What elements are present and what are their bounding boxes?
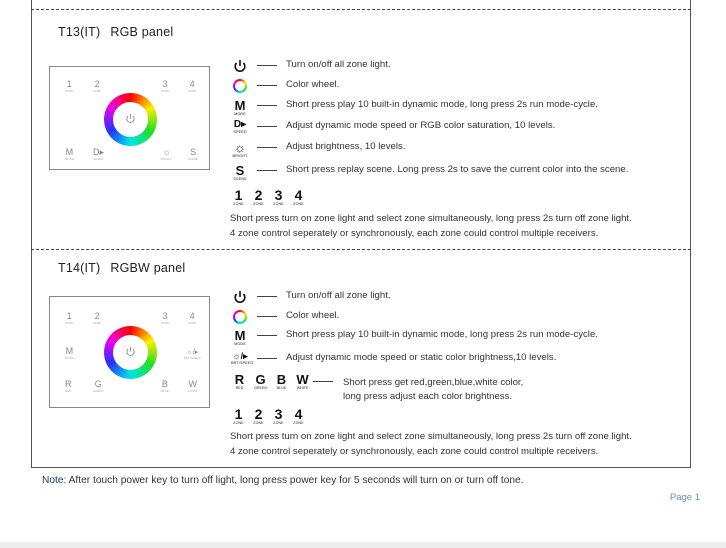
function-desc: Color wheel. (286, 79, 340, 90)
panel-name: RGBW panel (110, 261, 186, 275)
function-desc: Turn on/off all zone light. (286, 290, 391, 301)
speed-icon: D▸ SPEED (233, 119, 247, 134)
function-row (231, 141, 671, 161)
mode-icon: M MODE (234, 328, 246, 346)
color-wheel-icon (104, 93, 157, 146)
section-divider (31, 9, 691, 10)
rgbw-keys (230, 373, 312, 391)
panel-key-green: G GREEN (93, 379, 104, 393)
white-key: W WHITE (296, 372, 309, 390)
panel-key-zone4: 4 ZONE (188, 311, 197, 325)
connector-line (313, 381, 333, 382)
note-label: Note: (42, 475, 67, 486)
zone-key: 3 ZONE (273, 187, 284, 206)
color-ring-icon (231, 310, 249, 324)
color-ring-icon (231, 79, 249, 93)
rgbw-description: Short press get red,green,blue,white color, long press adjust each color brightness. (343, 377, 524, 402)
note-text: After touch power key to turn off light, long press power key for 5 seconds will turn on or turn off tone. (68, 475, 524, 486)
panel-key-mode: M MODE (65, 147, 74, 161)
brt-speed-icon: ☼/▸ BRT/SPEED (231, 351, 254, 365)
function-row (231, 79, 671, 99)
function-row (231, 164, 671, 184)
section-divider (31, 249, 691, 250)
model-name: T14(IT) (58, 261, 101, 275)
function-desc: Adjust dynamic mode speed or static color brightness,10 levels. (286, 352, 557, 363)
mode-icon: M MODE (234, 98, 246, 116)
zone-description: Short press turn on zone light and select zone simultaneously, long press 2s turn off zone light. 4 zone control seperately or synchronously, each zone could control multiple receivers. (230, 431, 632, 457)
zone-key: 3 ZONE (273, 406, 284, 425)
section-title-rgb (58, 25, 173, 39)
blue-key: B BLUE (276, 372, 287, 390)
power-icon (231, 290, 249, 308)
color-wheel-icon (104, 326, 157, 379)
rgbw-panel-illustration (49, 296, 210, 408)
note (42, 475, 524, 486)
panel-key-bright: ☼ BRIGHT (161, 147, 173, 161)
function-row (231, 329, 671, 349)
function-row (231, 310, 671, 330)
green-key: G GREEN (254, 372, 267, 390)
power-icon (125, 346, 136, 357)
panel-key-zone3: 3 ZONE (161, 311, 170, 325)
power-icon (125, 113, 136, 124)
panel-key-speed: D▸ SPEED (93, 147, 105, 161)
function-row (231, 290, 671, 310)
panel-key-zone2: 2 ZONE (93, 79, 102, 93)
panel-key-zone1: 1 ZONE (65, 79, 74, 93)
function-desc: Short press play 10 built-in dynamic mode, long press 2s run mode-cycle. (286, 329, 598, 340)
power-icon (231, 59, 249, 77)
function-desc: Short press replay scene. Long press 2s to save the current color into the scene. (286, 164, 629, 175)
footer-strip (0, 542, 726, 548)
function-row (231, 352, 671, 372)
zone-keys (230, 188, 307, 207)
panel-key-zone1: 1 ZONE (65, 311, 74, 325)
zone-key: 1 ZONE (233, 187, 244, 206)
panel-key-zone4: 4 ZONE (188, 79, 197, 93)
panel-key-red: R RED (65, 379, 72, 393)
zone-key: 4 ZONE (293, 406, 304, 425)
brightness-icon: ☼ BRIGHT (232, 140, 248, 158)
function-row (231, 99, 671, 119)
panel-key-mode: M MODE (65, 346, 74, 360)
model-name: T13(IT) (58, 25, 101, 39)
function-desc: Short press play 10 built-in dynamic mode, long press 2s run mode-cycle. (286, 99, 598, 110)
page-number: Page 1 (669, 492, 700, 503)
panel-key-white: W WHITE (188, 379, 198, 393)
function-row (231, 120, 671, 140)
function-row (231, 59, 671, 79)
section-title-rgbw (58, 261, 185, 275)
panel-key-scene: S SCENE (188, 147, 199, 161)
panel-name: RGB panel (110, 25, 174, 39)
rgb-panel-illustration (49, 66, 210, 170)
function-desc: Color wheel. (286, 310, 340, 321)
zone-keys (230, 407, 307, 426)
zone-key: 4 ZONE (293, 187, 304, 206)
zone-description: Short press turn on zone light and select zone simultaneously, long press 2s turn off zone light. 4 zone control seperately or synchronously, each zone could control multiple receivers. (230, 213, 632, 239)
zone-key: 2 ZONE (253, 187, 264, 206)
panel-key-brt-speed: ☼/▸ BRT/SPEED (184, 349, 201, 360)
function-desc: Adjust dynamic mode speed or RGB color saturation, 10 levels. (286, 120, 556, 131)
zone-key: 2 ZONE (253, 406, 264, 425)
red-key: R RED (234, 372, 245, 390)
panel-key-zone2: 2 ZONE (93, 311, 102, 325)
panel-key-blue: B BLUE (161, 379, 169, 393)
zone-key: 1 ZONE (233, 406, 244, 425)
panel-key-zone3: 3 ZONE (161, 79, 170, 93)
scene-icon: S SCENE (233, 163, 247, 181)
function-desc: Turn on/off all zone light. (286, 59, 391, 70)
function-desc: Adjust brightness, 10 levels. (286, 141, 406, 152)
